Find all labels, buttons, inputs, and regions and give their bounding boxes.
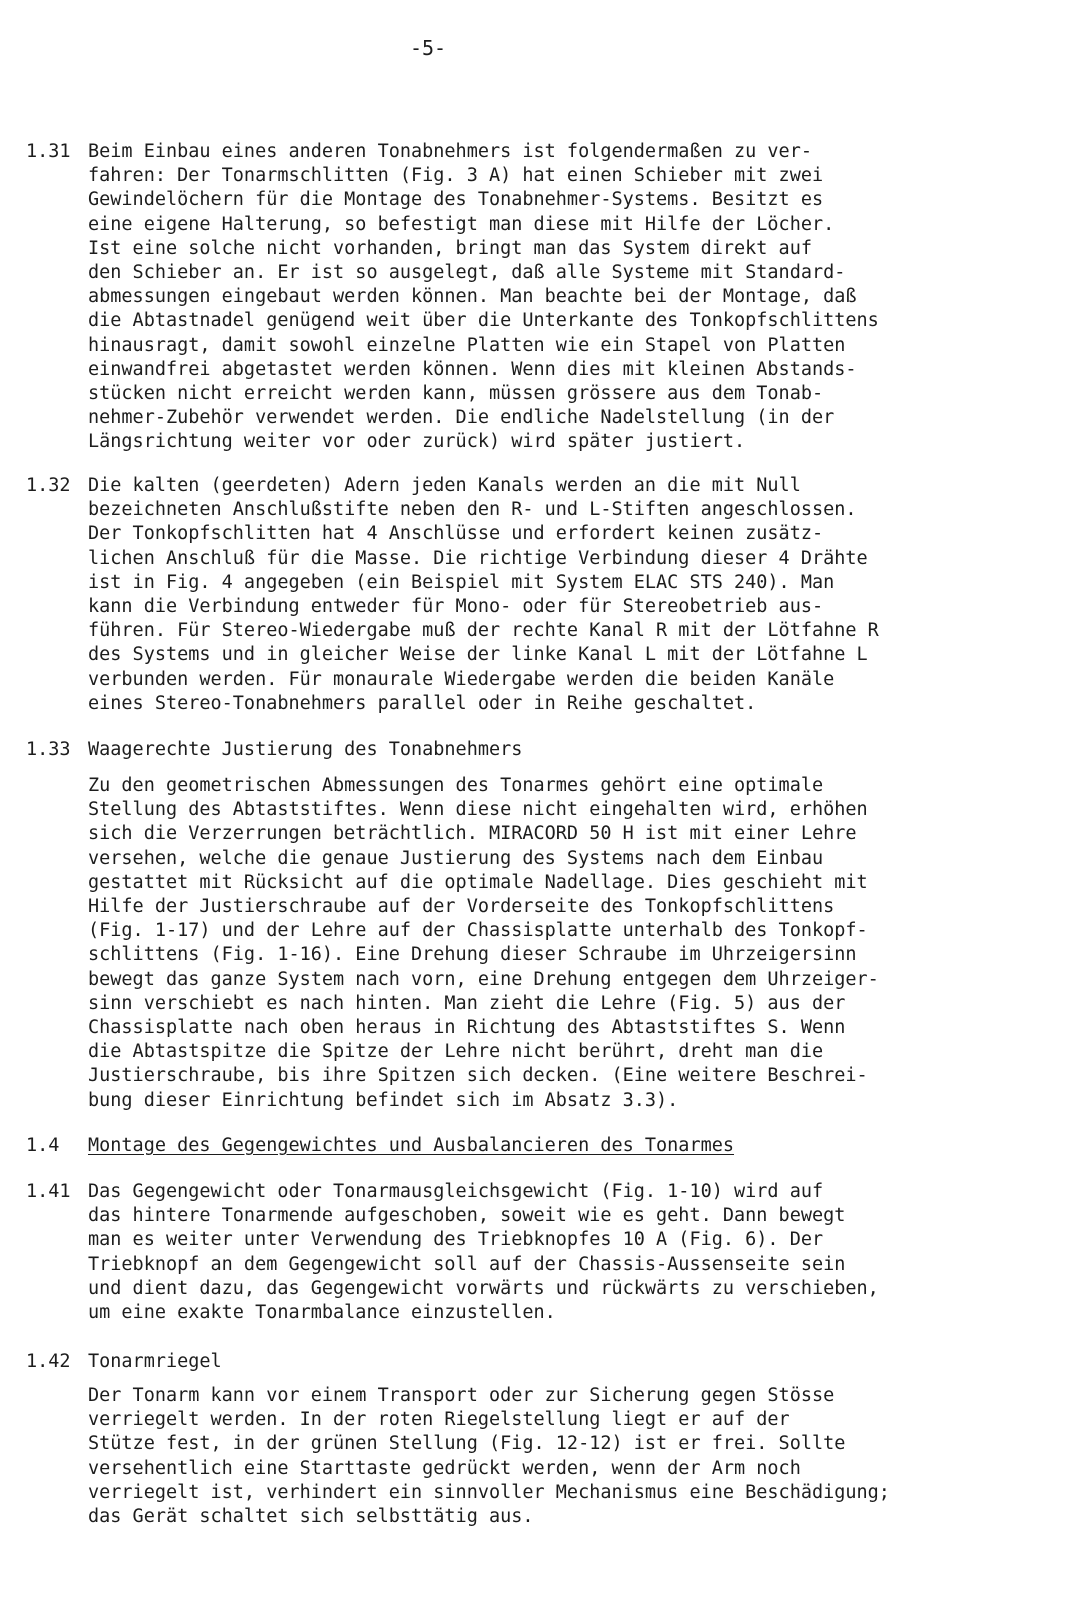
- text-line: einwandfrei abgetastet werden können. Wenn dies mit kleinen Abstands-: [88, 358, 857, 380]
- text-line: sich die Verzerrungen beträchtlich. MIRACORD 50 H ist mit einer Lehre: [88, 823, 857, 845]
- text-line: des Systems und in gleicher Weise der linke Kanal L mit der Lötfahne L: [88, 644, 868, 666]
- text-line: Hilfe der Justierschraube auf der Vorderseite des Tonkopfschlittens: [88, 896, 835, 918]
- text-line: kann die Verbindung entweder für Mono- oder für Stereobetrieb aus-: [88, 596, 824, 618]
- section-number: 1.42: [26, 1351, 71, 1372]
- text-line: (Fig. 1-17) und der Lehre auf der Chassisplatte unterhalb des Tonkopf-: [88, 920, 868, 942]
- section-number: 1.33: [26, 739, 71, 760]
- text-line: Stütze fest, in der grünen Stellung (Fig. 12-12) ist er frei. Sollte: [88, 1433, 846, 1455]
- text-line: Beim Einbau eines anderen Tonabnehmers ist folgendermaßen zu ver-: [88, 141, 812, 162]
- text-line: verbunden werden. Für monaurale Wiedergabe werden die beiden Kanäle: [88, 668, 835, 690]
- text-line: Chassisplatte nach oben heraus in Richtung des Abtaststiftes S. Wenn: [88, 1017, 846, 1039]
- section-number: 1.41: [26, 1181, 71, 1202]
- text-line: bung dieser Einrichtung befindet sich im Absatz 3.3).: [88, 1089, 679, 1111]
- text-line: gestattet mit Rücksicht auf die optimale Nadellage. Dies geschieht mit: [88, 871, 868, 893]
- text-line: versehen, welche die genaue Justierung des Systems nach dem Einbau: [88, 847, 824, 869]
- text-line: eine eigene Halterung, so befestigt man diese mit Hilfe der Löcher.: [88, 213, 835, 235]
- section-number: 1.31: [26, 141, 71, 162]
- text-line: bezeichneten Anschlußstifte neben den R- und L-Stiften angeschlossen.: [88, 499, 857, 521]
- text-line: eines Stereo-Tonabnehmers parallel oder in Reihe geschaltet.: [88, 692, 757, 714]
- section-body: [88, 774, 879, 1113]
- text-line: Das Gegengewicht oder Tonarmausgleichsgewicht (Fig. 1-10) wird auf: [88, 1181, 824, 1202]
- section-heading: Waagerechte Justierung des Tonabnehmers: [88, 739, 523, 760]
- text-line: das hintere Tonarmende aufgeschoben, soweit wie es geht. Dann bewegt: [88, 1205, 846, 1227]
- section-body: [88, 1384, 890, 1529]
- text-line: Längsrichtung weiter vor oder zurück) wird später justiert.: [88, 431, 746, 453]
- text-line: verriegelt ist, verhindert ein sinnvoller Mechanismus eine Beschädigung;: [88, 1481, 890, 1503]
- text-line: lichen Anschluß für die Masse. Die richtige Verbindung dieser 4 Drähte: [88, 547, 868, 569]
- text-line: Triebknopf an dem Gegengewicht soll auf der Chassis-Aussenseite sein: [88, 1253, 846, 1275]
- text-line: bewegt das ganze System nach vorn, eine Drehung entgegen dem Uhrzeiger-: [88, 968, 879, 990]
- text-line: schlittens (Fig. 1-16). Eine Drehung dieser Schraube im Uhrzeigersinn: [88, 944, 857, 966]
- text-line: um eine exakte Tonarmbalance einzustellen.: [88, 1302, 556, 1324]
- text-line: den Schieber an. Er ist so ausgelegt, daß alle Systeme mit Standard-: [88, 262, 846, 284]
- text-line: Stellung des Abtaststiftes. Wenn diese nicht eingehalten wird, erhöhen: [88, 799, 868, 821]
- text-line: versehentlich eine Starttaste gedrückt werden, wenn der Arm noch: [88, 1457, 801, 1479]
- page-number: -5-: [409, 36, 447, 60]
- text-line: die Abtastspitze die Spitze der Lehre nicht berührt, dreht man die: [88, 1041, 824, 1063]
- text-line: ist in Fig. 4 angegeben (ein Beispiel mit System ELAC STS 240). Man: [88, 571, 835, 593]
- text-line: stücken nicht erreicht werden kann, müssen grössere aus dem Tonab-: [88, 383, 824, 405]
- text-line: Gewindelöchern für die Montage des Tonabnehmer-Systems. Besitzt es: [88, 189, 824, 211]
- text-line: sinn verschiebt es nach hinten. Man zieht die Lehre (Fig. 5) aus der: [88, 992, 846, 1014]
- text-line: nehmer-Zubehör verwendet werden. Die endliche Nadelstellung (in der: [88, 407, 835, 429]
- text-line: abmessungen eingebaut werden können. Man beachte bei der Montage, daß: [88, 286, 857, 308]
- text-line: die Abtastnadel genügend weit über die Unterkante des Tonkopfschlittens: [88, 310, 879, 332]
- text-line: das Gerät schaltet sich selbsttätig aus.: [88, 1506, 534, 1528]
- text-line: man es weiter unter Verwendung des Triebknopfes 10 A (Fig. 6). Der: [88, 1229, 824, 1251]
- text-line: Der Tonkopfschlitten hat 4 Anschlüsse und erfordert keinen zusätz-: [88, 523, 824, 545]
- section-body: [88, 140, 879, 455]
- section-body: [88, 474, 879, 716]
- text-line: führen. Für Stereo-Wiedergabe muß der rechte Kanal R mit der Lötfahne R: [88, 620, 879, 642]
- section-number: 1.4: [26, 1135, 60, 1156]
- text-line: Die kalten (geerdeten) Adern jeden Kanals werden an die mit Null: [88, 475, 801, 496]
- text-line: Der Tonarm kann vor einem Transport oder zur Sicherung gegen Stösse: [88, 1385, 835, 1406]
- section-heading: Montage des Gegengewichtes und Ausbalancieren des Tonarmes: [88, 1135, 735, 1156]
- section-body: [88, 1180, 879, 1325]
- text-line: Ist eine solche nicht vorhanden, bringt man das System direkt auf: [88, 237, 812, 259]
- text-line: fahren: Der Tonarmschlitten (Fig. 3 A) hat einen Schieber mit zwei: [88, 165, 824, 187]
- text-line: hinausragt, damit sowohl einzelne Platten wie ein Stapel von Platten: [88, 334, 846, 356]
- text-line: Justierschraube, bis ihre Spitzen sich decken. (Eine weitere Beschrei-: [88, 1065, 868, 1087]
- section-number: 1.32: [26, 475, 71, 496]
- text-line: verriegelt werden. In der roten Riegelstellung liegt er auf der: [88, 1409, 790, 1431]
- section-heading: Tonarmriegel: [88, 1351, 222, 1372]
- text-line: Zu den geometrischen Abmessungen des Tonarmes gehört eine optimale: [88, 775, 824, 796]
- text-line: und dient dazu, das Gegengewicht vorwärts und rückwärts zu verschieben,: [88, 1277, 879, 1299]
